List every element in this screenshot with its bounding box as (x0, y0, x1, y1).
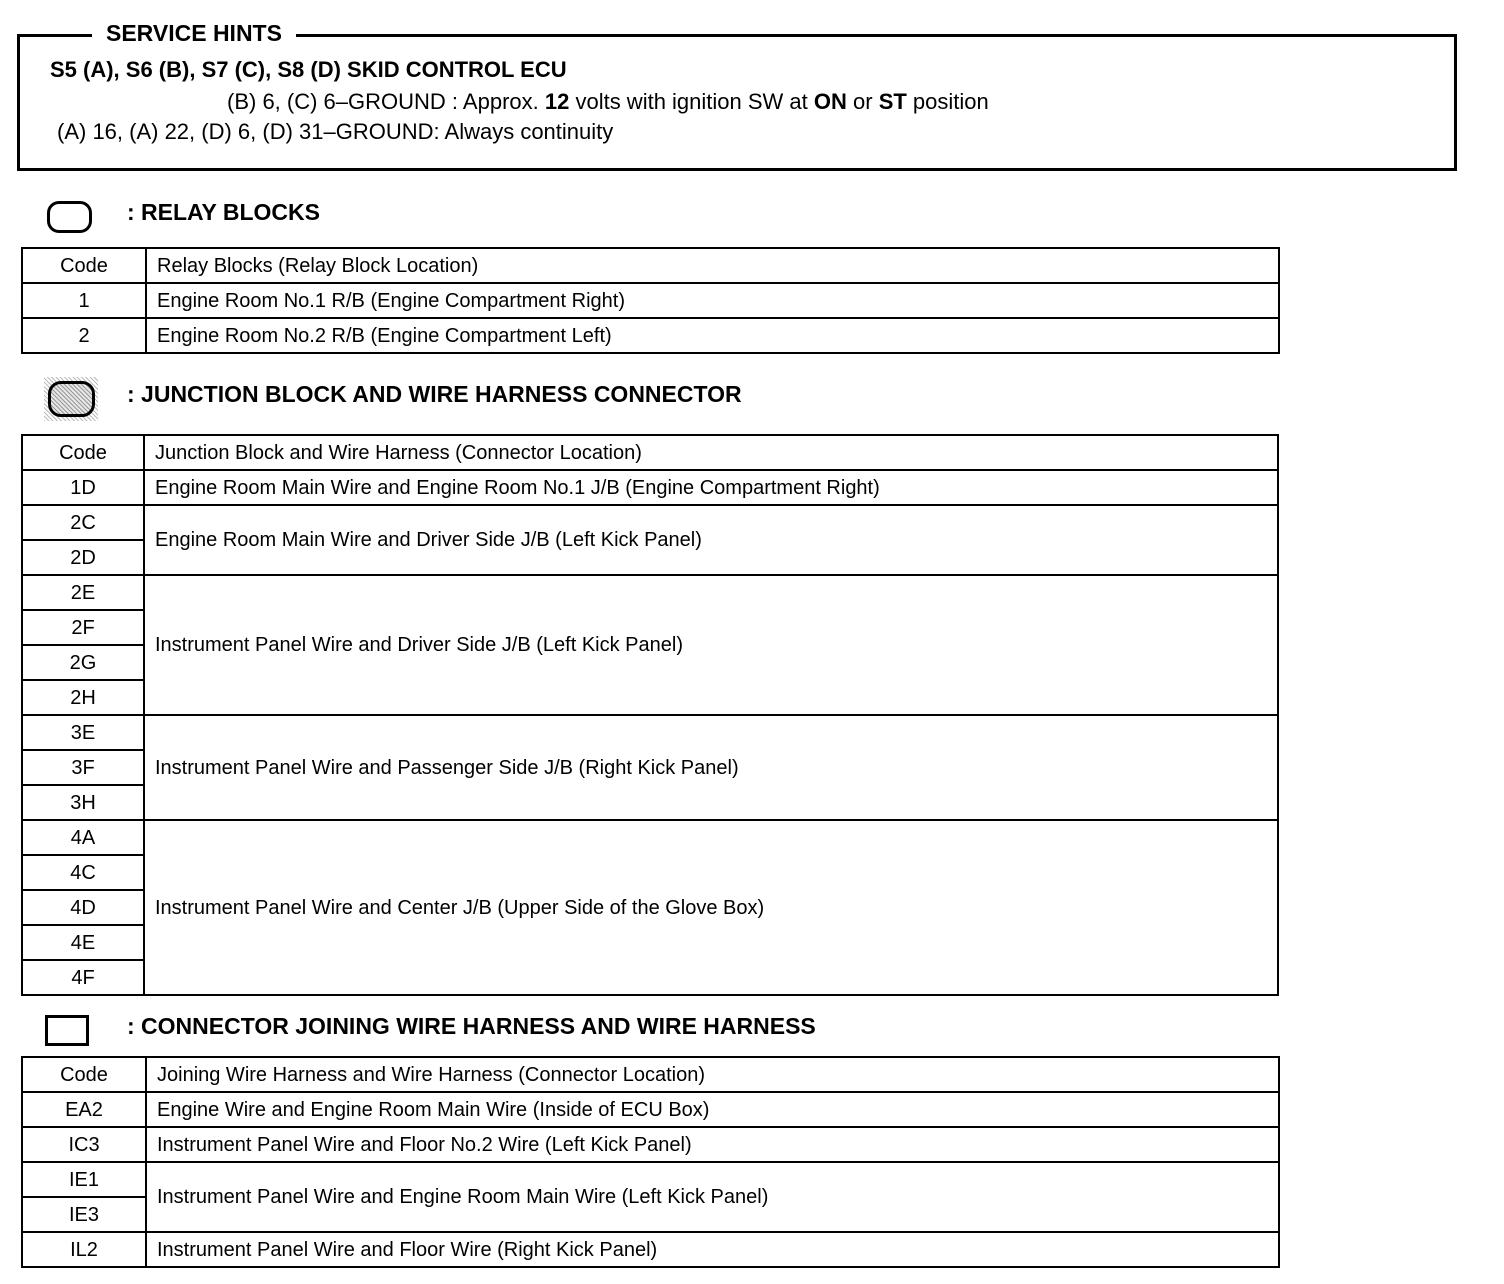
description-cell: Instrument Panel Wire and Driver Side J/B (Left Kick Panel) (144, 575, 1278, 715)
table-row (22, 820, 1278, 855)
connector-title: : CONNECTOR JOINING WIRE HARNESS AND WIRE HARNESS (127, 1013, 816, 1039)
description-cell: Engine Wire and Engine Room Main Wire (Inside of ECU Box) (146, 1092, 1279, 1127)
table-row (22, 505, 1278, 540)
table-header-row (22, 248, 1279, 283)
relay-blocks-title: : RELAY BLOCKS (127, 199, 320, 225)
code-cell: IL2 (22, 1232, 146, 1267)
table-header-row (22, 1057, 1279, 1092)
hint-text: position (906, 89, 989, 114)
rectangle-icon (45, 1015, 89, 1046)
code-cell: 4D (22, 890, 144, 925)
code-cell: IC3 (22, 1127, 146, 1162)
code-cell: 4A (22, 820, 144, 855)
header-code: Code (22, 435, 144, 470)
description-cell: Instrument Panel Wire and Engine Room Main Wire (Left Kick Panel) (146, 1162, 1279, 1232)
connector-table (21, 1056, 1280, 1268)
hint-on: ON (813, 89, 847, 114)
code-cell: 2C (22, 505, 144, 540)
hint-text: volts with ignition SW at (569, 89, 814, 114)
table-row (22, 575, 1278, 610)
code-cell: IE1 (22, 1162, 146, 1197)
junction-block-table (21, 434, 1279, 996)
hint-volts: 12 (544, 89, 570, 114)
ecu-title: S5 (A), S6 (B), S7 (C), S8 (D) SKID CONTROL ECU (50, 57, 567, 82)
code-cell: IE3 (22, 1197, 146, 1232)
description-cell: Instrument Panel Wire and Center J/B (Upper Side of the Glove Box) (144, 820, 1278, 995)
table-row (22, 1127, 1279, 1162)
description-cell: Instrument Panel Wire and Floor Wire (Right Kick Panel) (146, 1232, 1279, 1267)
hint-text: or (846, 89, 879, 114)
description-cell: Instrument Panel Wire and Passenger Side J/B (Right Kick Panel) (144, 715, 1278, 820)
code-cell: 2F (22, 610, 144, 645)
description-cell: Instrument Panel Wire and Floor No.2 Wire (Left Kick Panel) (146, 1127, 1279, 1162)
junction-block-title: : JUNCTION BLOCK AND WIRE HARNESS CONNECTOR (127, 381, 742, 407)
table-row (22, 1232, 1279, 1267)
code-cell: 1 (22, 283, 146, 318)
code-cell: 2 (22, 318, 146, 353)
table-row (22, 470, 1278, 505)
table-row (22, 283, 1279, 318)
code-cell: 1D (22, 470, 144, 505)
code-cell: 2D (22, 540, 144, 575)
table-header-row (22, 435, 1278, 470)
code-cell: 4E (22, 925, 144, 960)
description-cell: Engine Room Main Wire and Driver Side J/B (Left Kick Panel) (144, 505, 1278, 575)
code-cell: 4F (22, 960, 144, 995)
code-cell: 2H (22, 680, 144, 715)
code-cell: EA2 (22, 1092, 146, 1127)
header-description: Joining Wire Harness and Wire Harness (Connector Location) (146, 1057, 1279, 1092)
table-row (22, 1162, 1279, 1197)
table-row (22, 715, 1278, 750)
relay-blocks-table (21, 247, 1280, 354)
header-description: Relay Blocks (Relay Block Location) (146, 248, 1279, 283)
header-description: Junction Block and Wire Harness (Connector Location) (144, 435, 1278, 470)
rounded-rectangle-icon (47, 201, 92, 233)
code-cell: 3H (22, 785, 144, 820)
shaded-rounded-rectangle-icon (48, 381, 95, 417)
code-cell: 2G (22, 645, 144, 680)
table-row (22, 318, 1279, 353)
hint-line-continuity: (A) 16, (A) 22, (D) 6, (D) 31–GROUND: Always continuity (57, 119, 614, 144)
description-cell: Engine Room No.2 R/B (Engine Compartment Left) (146, 318, 1279, 353)
header-code: Code (22, 1057, 146, 1092)
service-hints-title: SERVICE HINTS (92, 19, 296, 47)
description-cell: Engine Room Main Wire and Engine Room No.1 J/B (Engine Compartment Right) (144, 470, 1278, 505)
code-cell: 3E (22, 715, 144, 750)
description-cell: Engine Room No.1 R/B (Engine Compartment Right) (146, 283, 1279, 318)
header-code: Code (22, 248, 146, 283)
hint-text: (B) 6, (C) 6–GROUND : Approx. (227, 89, 545, 114)
code-cell: 4C (22, 855, 144, 890)
hint-line-voltage (227, 88, 989, 116)
hint-st: ST (878, 89, 907, 114)
table-row (22, 1092, 1279, 1127)
code-cell: 2E (22, 575, 144, 610)
code-cell: 3F (22, 750, 144, 785)
